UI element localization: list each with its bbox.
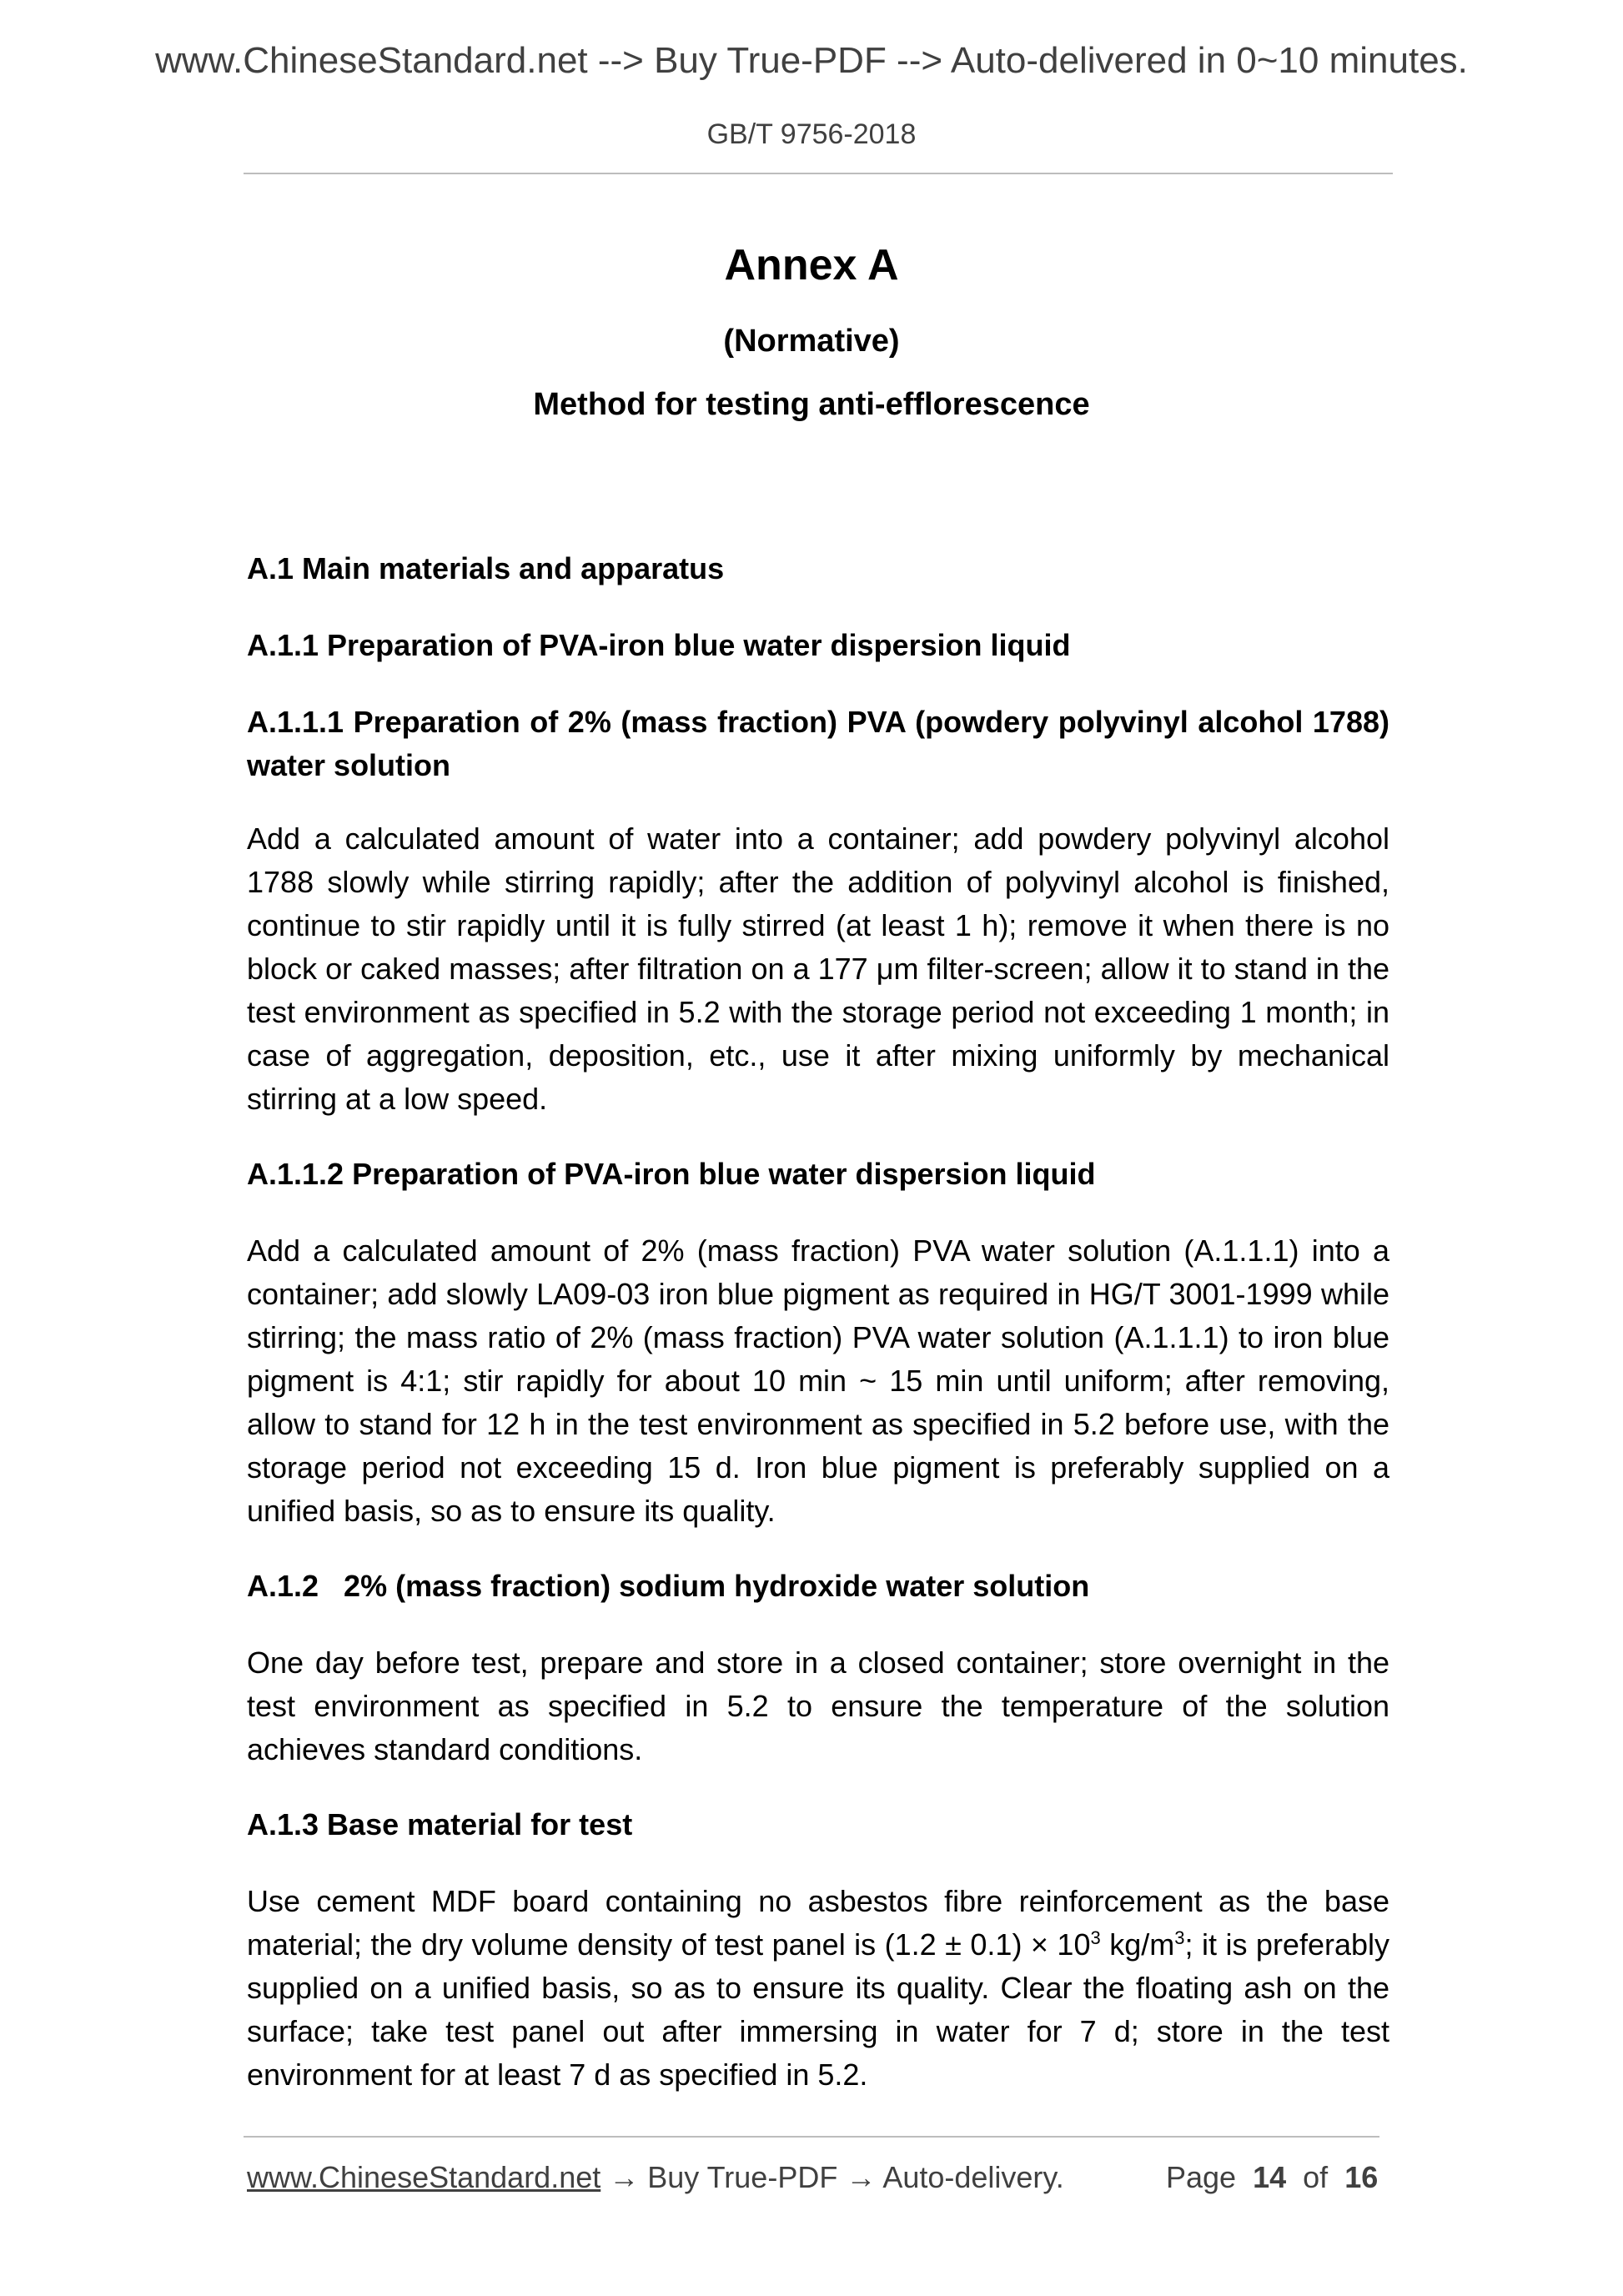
paragraph-a1-3-part-3: ; it is preferably supplied on a unified basis, so as to ensure its quality. Clear the floating ash on the surface; take test panel out after immersing in water for 7 d; store in the test environment for at least 7 d as specified in 5.2.: [247, 1927, 1390, 2092]
heading-a1-2: [247, 1565, 1389, 1608]
paragraph-a1-1-2: Add a calculated amount of 2% (mass fraction) PVA water solution (A.1.1.1) into a container; add slowly LA09-03 iron blue pigment as required in HG/T 3001-1999 while stirring; the mass ratio of 2% (mass fraction) PVA water solution (A.1.1.1) to iron blue pigment is 4:1; stir rapidly for about 10 min ~ 15 min until uniform; after removing, allow to stand for 12 h in the test environment as specified in 5.2 before use, with the storage period not exceeding 15 d. Iron blue pigment is preferably supplied on a unified basis, so as to ensure its quality.: [247, 1233, 1389, 1528]
footer-promo-text: → Buy True-PDF → Auto-delivery.: [600, 2160, 1064, 2194]
footer-divider: [244, 2136, 1379, 2138]
footer-site-link[interactable]: www.ChineseStandard.net: [247, 2160, 601, 2194]
paragraph-a1-1-1: Add a calculated amount of water into a container; add powdery polyvinyl alcohol 1788 slowly while stirring rapidly; after the addition of polyvinyl alcohol is finished, continue to stir rapidly until it is fully stirred (at least 1 h); remove it when there is no block or caked masses; after filtration on a 177 μm filter-screen; allow it to stand in the test environment as specified in 5.2 with the storage period not exceeding 1 month; in case of aggregation, deposition, etc., use it after mixing uniformly by mechanical stirring at a low speed.: [247, 821, 1389, 1116]
header-banner: www.ChineseStandard.net --> Buy True-PDF --> Auto-delivered in 0~10 minutes.: [155, 40, 1468, 81]
page-total: 16: [1344, 2160, 1379, 2194]
page-current: 14: [1253, 2160, 1287, 2194]
paragraph-a1-3: [247, 1880, 1389, 2097]
annex-title: Annex A: [724, 241, 899, 289]
paragraph-a1-2: One day before test, prepare and store in a closed container; store overnight in the test environment as specified in 5.2 to ensure the temperature of the solution achieves standard conditions.: [247, 1645, 1389, 1766]
heading-a1: A.1 Main materials and apparatus: [247, 551, 725, 585]
document-body: [247, 547, 1389, 2128]
superscript-unit-exponent: 3: [1174, 1927, 1185, 1948]
page-of: of: [1303, 2160, 1329, 2194]
annex-name: Method for testing anti-efflorescence: [533, 387, 1090, 422]
page-label: Page: [1166, 2160, 1237, 2194]
heading-a1-3: A.1.3 Base material for test: [247, 1807, 633, 1841]
annex-type: (Normative): [723, 324, 900, 359]
page-number: [1166, 2160, 1378, 2195]
standard-code: GB/T 9756-2018: [706, 118, 917, 150]
header-divider: [244, 173, 1393, 174]
heading-a1-1-2: A.1.1.2 Preparation of PVA-iron blue water dispersion liquid: [247, 1157, 1096, 1191]
footer-promo: [247, 2160, 1064, 2195]
heading-a1-1: A.1.1 Preparation of PVA-iron blue water dispersion liquid: [247, 628, 1071, 662]
heading-a1-2-title: 2% (mass fraction) sodium hydroxide water solution: [344, 1569, 1090, 1603]
heading-a1-1-1: A.1.1.1 Preparation of 2% (mass fraction) PVA (powdery polyvinyl alcohol 1788) water solution: [247, 705, 1389, 782]
paragraph-a1-3-part-1: Use cement MDF board containing no asbestos fibre reinforcement as the base material; the dry volume density of test panel is (1.2 ± 0.1) × 10: [247, 1884, 1389, 1962]
paragraph-a1-3-part-2: kg/m: [1100, 1927, 1175, 1962]
heading-a1-2-number: A.1.2: [247, 1569, 319, 1603]
superscript-exponent: 3: [1090, 1927, 1101, 1948]
